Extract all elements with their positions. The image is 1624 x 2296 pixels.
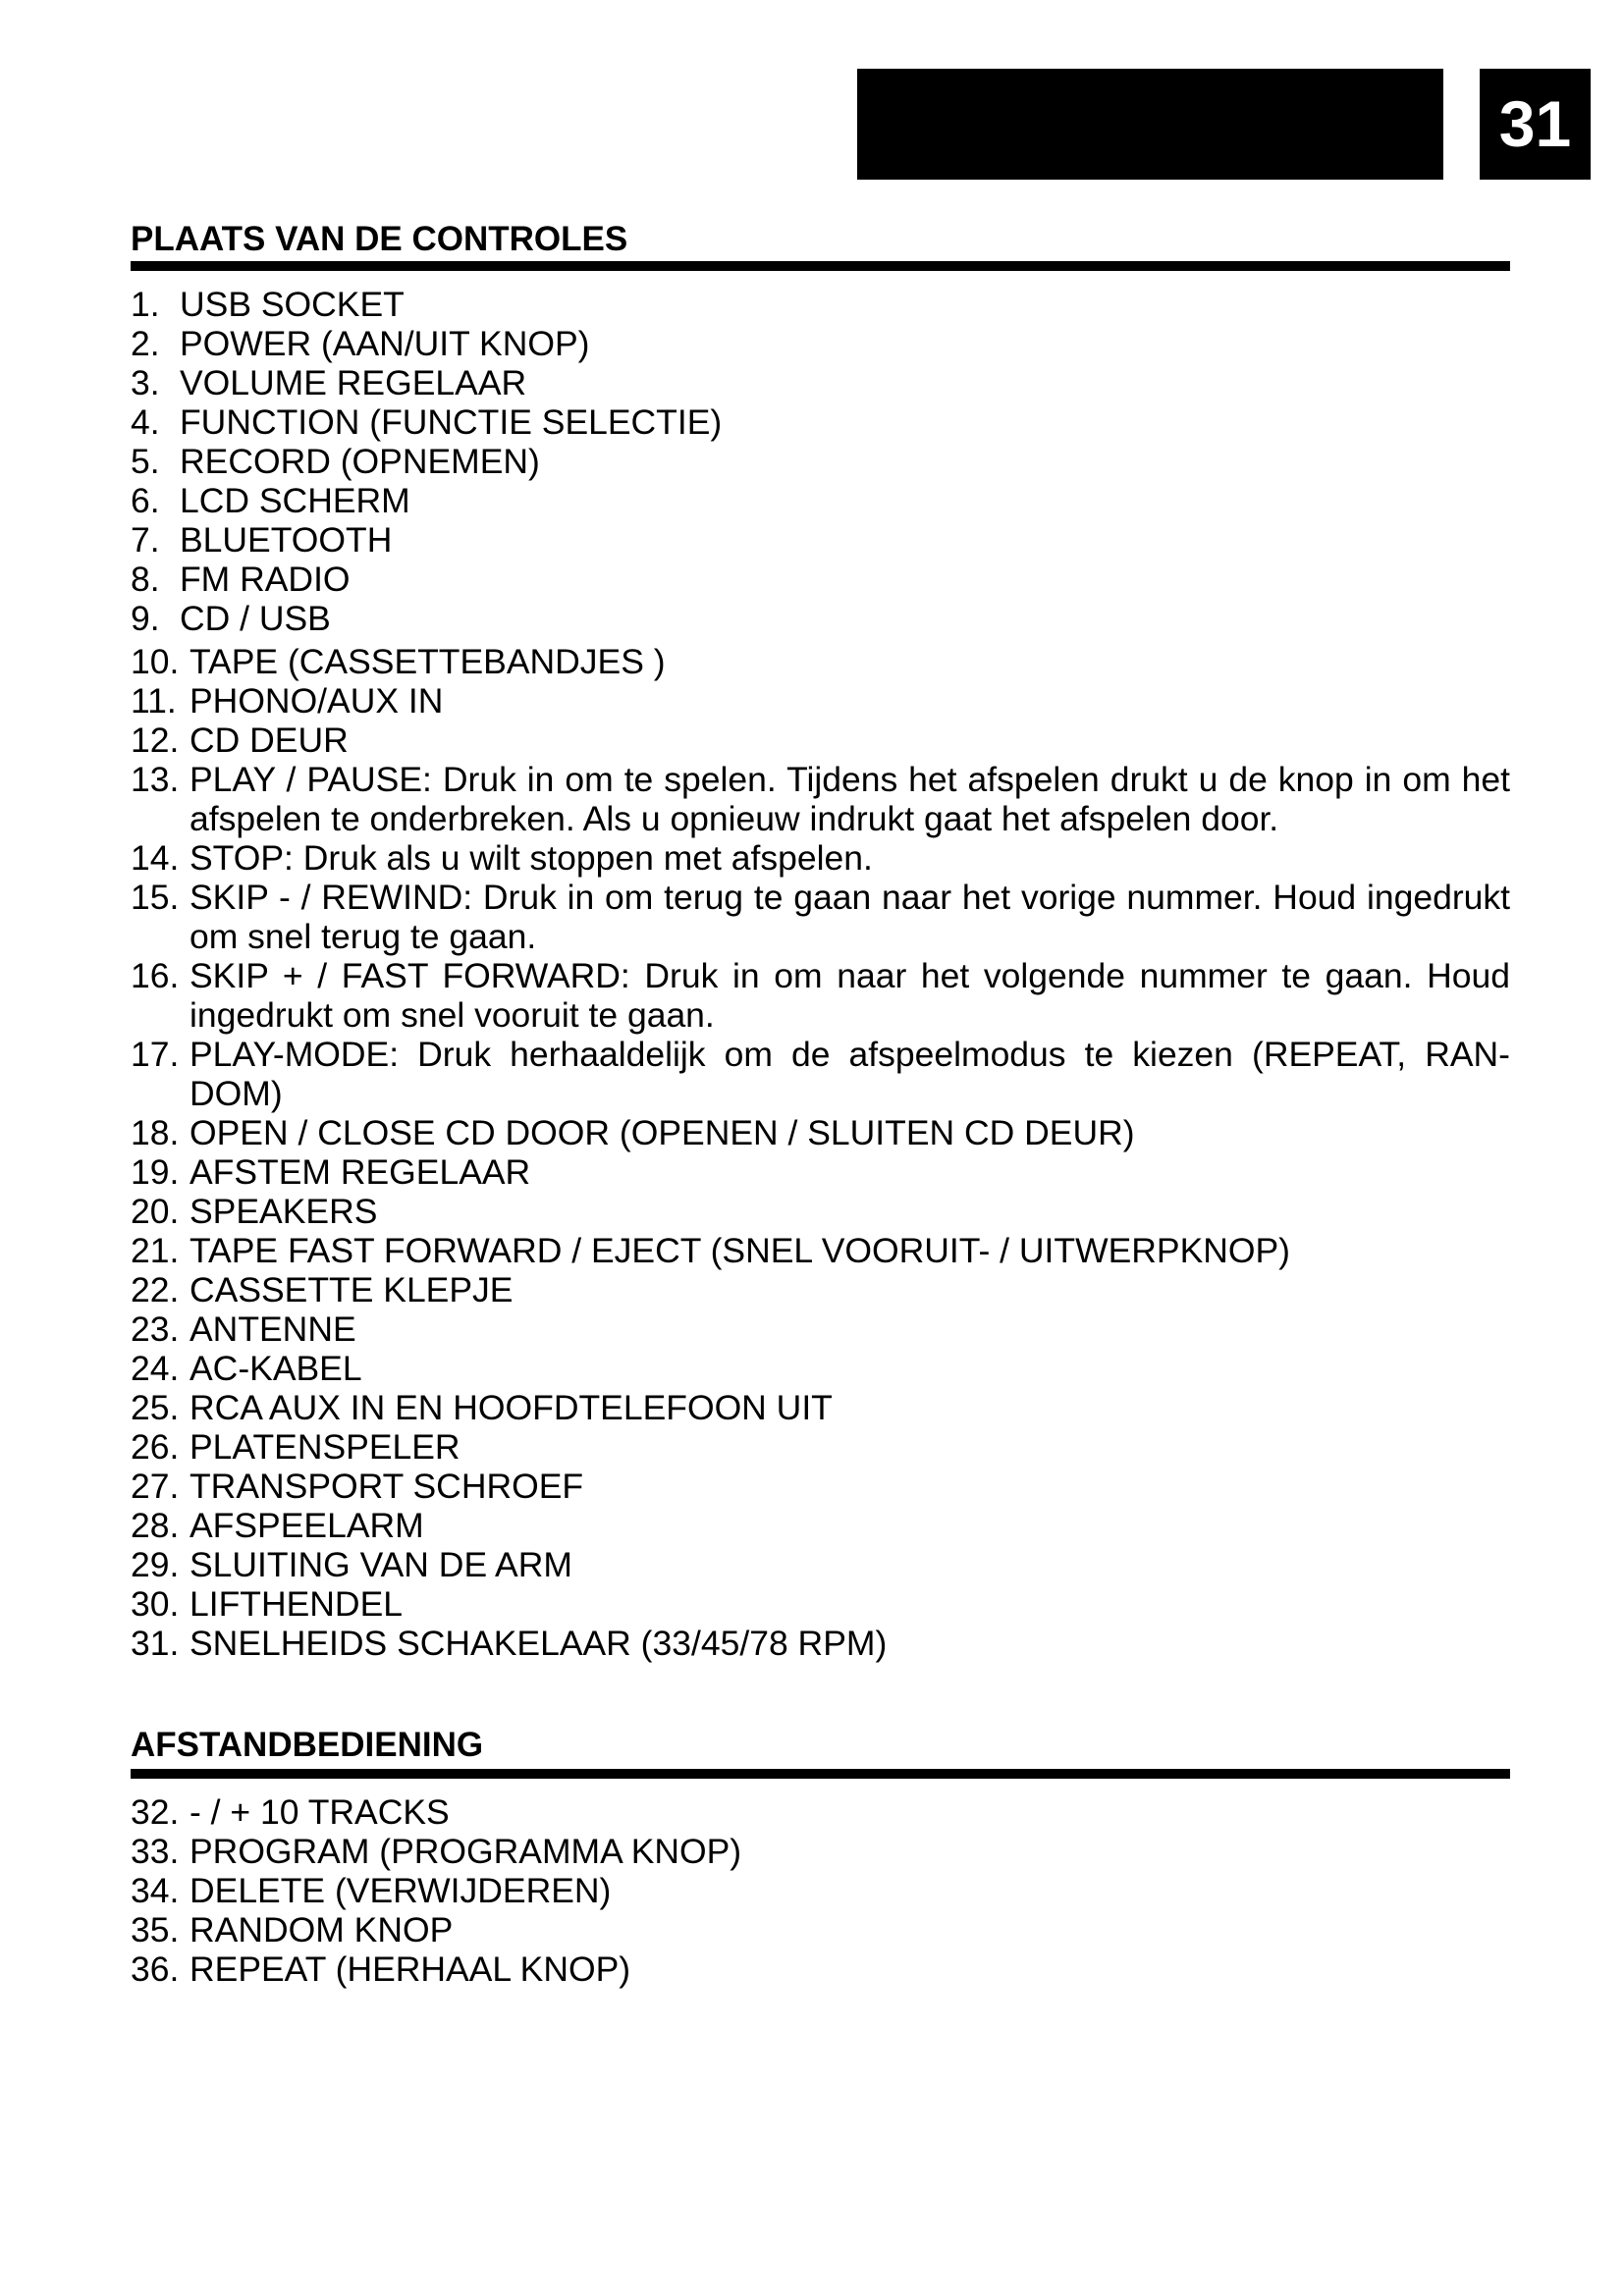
list-item: 17. PLAY-MODE: Druk herhaaldelijk om de afspeelmodus te kiezen (REPEAT, RAN-DOM) xyxy=(131,1035,1510,1113)
list-item: 15. SKIP - / REWIND: Druk in om terug te gaan naar het vorige nummer. Houd ingedrukt om snel terug te gaan. xyxy=(131,878,1510,956)
list-item: 9. CD / USB xyxy=(131,599,331,638)
list-item: 20. SPEAKERS xyxy=(131,1192,378,1231)
list-item: 2. POWER (AAN/UIT KNOP) xyxy=(131,324,590,363)
list-item: 13. PLAY / PAUSE: Druk in om te spelen. Tijdens het afspelen drukt u de knop in om het afspelen te onderbreken. Als u opnieuw indrukt gaat het afspelen door. xyxy=(131,760,1510,838)
list-item: 4. FUNCTION (FUNCTIE SELECTIE) xyxy=(131,402,723,442)
list-item: 24. AC-KABEL xyxy=(131,1349,362,1388)
remote-list xyxy=(131,1792,1510,1989)
list-item: 19. AFSTEM REGELAAR xyxy=(131,1152,531,1192)
list-item: 1. USB SOCKET xyxy=(131,285,405,324)
list-item: 34. DELETE (VERWIJDEREN) xyxy=(131,1871,612,1910)
list-item: 33. PROGRAM (PROGRAMMA KNOP) xyxy=(131,1832,742,1871)
list-item: 22. CASSETTE KLEPJE xyxy=(131,1270,514,1309)
list-item: 7. BLUETOOTH xyxy=(131,520,393,560)
list-item: 3. VOLUME REGELAAR xyxy=(131,363,527,402)
page-number: 31 xyxy=(1480,69,1591,180)
list-item: 16. SKIP + / FAST FORWARD: Druk in om naar het volgende nummer te gaan. Houd ingedrukt om snel vooruit te gaan. xyxy=(131,956,1510,1035)
list-item: 23. ANTENNE xyxy=(131,1309,356,1349)
list-item: 8. FM RADIO xyxy=(131,560,351,599)
list-item: 10. TAPE (CASSETTEBANDJES ) xyxy=(131,642,666,681)
list-item: 28. AFSPEELARM xyxy=(131,1506,424,1545)
section-rule xyxy=(131,1769,1510,1779)
controls-list-part-2 xyxy=(131,642,1510,1663)
list-item: 31. SNELHEIDS SCHAKELAAR (33/45/78 RPM) xyxy=(131,1624,888,1663)
list-item: 5. RECORD (OPNEMEN) xyxy=(131,442,540,481)
list-item: 25. RCA AUX IN EN HOOFDTELEFOON UIT xyxy=(131,1388,833,1427)
list-item: 6. LCD SCHERM xyxy=(131,481,410,520)
list-item: 14. STOP: Druk als u wilt stoppen met afspelen. xyxy=(131,838,873,878)
list-item: 12. CD DEUR xyxy=(131,721,349,760)
list-item: 26. PLATENSPELER xyxy=(131,1427,460,1467)
list-item: 32. - / + 10 TRACKS xyxy=(131,1792,450,1832)
section-heading-remote: AFSTANDBEDIENING xyxy=(131,1726,484,1764)
list-item: 30. LIFTHENDEL xyxy=(131,1584,403,1624)
list-item: 29. SLUITING VAN DE ARM xyxy=(131,1545,572,1584)
list-item: 18. OPEN / CLOSE CD DOOR (OPENEN / SLUITEN CD DEUR) xyxy=(131,1113,1135,1152)
list-item: 21. TAPE FAST FORWARD / EJECT (SNEL VOORUIT- / UITWERPKNOP) xyxy=(131,1231,1291,1270)
list-item: 35. RANDOM KNOP xyxy=(131,1910,454,1949)
list-item: 11. PHONO/AUX IN xyxy=(131,681,444,721)
section-heading-controls: PLAATS VAN DE CONTROLES xyxy=(131,220,628,258)
controls-list-part-1 xyxy=(131,285,1510,638)
list-item: 27. TRANSPORT SCHROEF xyxy=(131,1467,584,1506)
list-item: 36. REPEAT (HERHAAL KNOP) xyxy=(131,1949,631,1989)
section-rule xyxy=(131,261,1510,271)
header-bar xyxy=(857,69,1443,180)
